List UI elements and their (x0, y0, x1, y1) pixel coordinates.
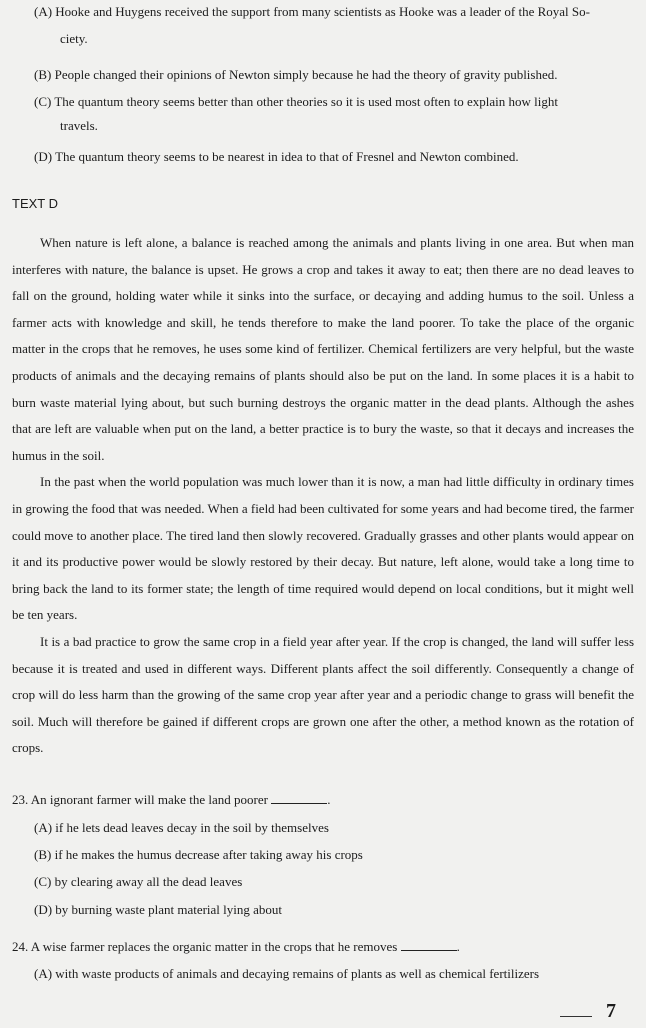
question-number: 24. (12, 939, 29, 954)
question-23-option-c (34, 873, 242, 891)
passage-paragraph-2: In the past when the world population was much lower than it is now, a man had little difficulty in ordinary times in growing the food that was needed. When a field had been cultivated for some years and had become tired, the farmer could move to another place. The tired land then slowly recovered. Gradually grasses and other plants would appear on it and its productive power would be slowly restored by their decay. But nature, left alone, would take a long time to bring back the land to its former state; the length of time required would depend on local conditions, but it might well be ten years. (12, 474, 634, 623)
option-text: if he makes the humus decrease after taking away his crops (54, 847, 363, 862)
question-23-option-a (34, 819, 329, 837)
question-stem-end: . (456, 939, 460, 954)
option-letter: (C) (34, 874, 52, 889)
option-letter: (D) (34, 149, 53, 164)
passage (12, 230, 634, 762)
section-heading: TEXT D (12, 196, 58, 211)
answer-blank (271, 791, 327, 804)
passage-paragraph-1: When nature is left alone, a balance is reached among the animals and plants living in one area. But when man interferes with nature, the balance is upset. He grows a crop and takes it away to eat; then there are no dead leaves to fall on the ground, holding water while it sinks into the surface, or decaying and adding humus to the soil. Unless a farmer acts with knowledge and skill, he tends therefore to make the land poorer. To take the place of the organic matter in the crops that he removes, he uses some kind of fertilizer. Chemical fertilizers are very helpful, but the waste products of animals and the decaying remains of plants should also be put on the land. In some places it is a habit to burn waste material lying about, but such burning destroys the organic matter in the dead plants. Although the ashes that are left are valuable when put on the land, a better practice is to bury the waste, so that it decays and increases the humus in the soil. (12, 235, 634, 463)
option-text: The quantum theory seems better than other theories so it is used most often to explain how light (54, 94, 559, 109)
option-a-line-1 (34, 3, 590, 21)
option-letter: (C) (34, 94, 52, 109)
option-a-line-2: ciety. (60, 31, 88, 46)
option-text: with waste products of animals and decaying remains of plants as well as chemical fertilizers (55, 966, 540, 981)
option-letter: (A) (34, 966, 53, 981)
page-number: 7 (606, 1000, 616, 1022)
option-text: by burning waste plant material lying about (55, 902, 283, 917)
option-text: by clearing away all the dead leaves (54, 874, 243, 889)
question-23-option-d (34, 901, 282, 919)
option-text: if he lets dead leaves decay in the soil by themselves (55, 820, 329, 835)
question-23-stem (12, 791, 330, 809)
option-letter: (A) (34, 4, 53, 19)
option-text: Hooke and Huygens received the support from many scientists as Hooke was a leader of the Royal So- (55, 4, 590, 19)
question-stem-end: . (327, 792, 331, 807)
question-text: An ignorant farmer will make the land poorer (30, 792, 268, 807)
option-letter: (D) (34, 902, 53, 917)
option-letter: (A) (34, 820, 53, 835)
option-b (34, 66, 558, 84)
option-c-line-2: travels. (60, 118, 98, 133)
option-text: People changed their opinions of Newton simply because he had the theory of gravity published. (54, 67, 558, 82)
option-d (34, 148, 519, 166)
passage-paragraph-3: It is a bad practice to grow the same crop in a field year after year. If the crop is changed, the land will suffer less because it is treated and used in different ways. Different plants affect the soil differently. Consequently a change of crop will do less harm than the growing of the same crop year after year and a periodic change to grass will benefit the soil. Much will therefore be gained if different crops are grown one after the other, a method known as the rotation of crops. (12, 633, 634, 756)
question-24-stem (12, 938, 460, 956)
answer-blank (401, 938, 457, 951)
question-text: A wise farmer replaces the organic matter in the crops that he removes (30, 939, 398, 954)
option-letter: (B) (34, 67, 52, 82)
question-number: 23. (12, 792, 29, 807)
question-24-option-a (34, 965, 539, 983)
question-23-option-b (34, 846, 363, 864)
option-letter: (B) (34, 847, 52, 862)
option-text: The quantum theory seems to be nearest in idea to that of Fresnel and Newton combined. (55, 149, 519, 164)
page-number-rule (560, 1016, 592, 1017)
option-c-line-1 (34, 93, 558, 111)
